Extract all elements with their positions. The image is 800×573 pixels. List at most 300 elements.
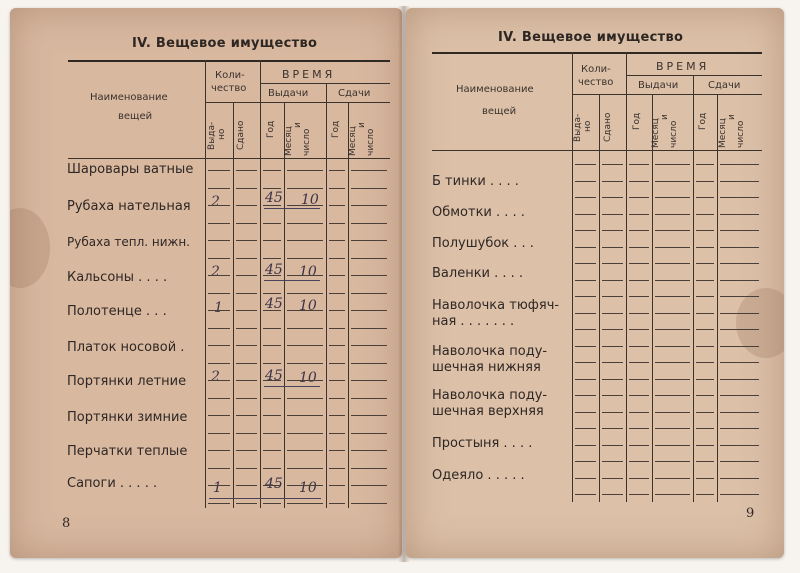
ruled-dash [351, 328, 387, 329]
rule [348, 102, 349, 508]
rule [693, 75, 694, 502]
ruled-dash [629, 181, 649, 182]
ruled-dash [575, 214, 596, 215]
ruled-dash [329, 433, 345, 434]
list-item: Простыня . . . . [432, 436, 533, 451]
ruled-dash [236, 433, 257, 434]
ruled-dash [720, 214, 759, 215]
column-header-and: и [660, 114, 670, 120]
ruled-dash [720, 445, 759, 446]
ruled-dash [208, 433, 230, 434]
ruled-dash [575, 461, 596, 462]
handwritten-qty: 1 [214, 300, 223, 316]
list-item-line2: шечная нижняя [432, 360, 541, 375]
ruled-dash [351, 468, 387, 469]
ruled-dash [720, 247, 759, 248]
column-header-time: ВРЕМЯ [656, 60, 710, 73]
list-item: Платок носовой . [67, 340, 185, 355]
ruled-dash [629, 428, 649, 429]
ruled-dash [720, 230, 759, 231]
ruled-dash [208, 398, 230, 399]
ruled-dash [208, 223, 230, 224]
ruled-dash [696, 445, 714, 446]
ruled-dash [287, 433, 323, 434]
ruled-dash [351, 275, 387, 276]
ruled-dash [575, 445, 596, 446]
ruled-dash [720, 197, 759, 198]
rule [572, 52, 573, 502]
ruled-dash [329, 485, 345, 486]
list-item: Рубаха тепл. нижн. [67, 235, 190, 249]
ruled-dash [351, 240, 387, 241]
ruled-dash [629, 263, 649, 264]
ruled-dash [329, 363, 345, 364]
ruled-dash [602, 428, 623, 429]
ruled-dash [655, 263, 690, 264]
ruled-dash [720, 461, 759, 462]
handwritten-day: 10 [301, 192, 319, 208]
ruled-dash [696, 197, 714, 198]
page-number: 8 [62, 516, 71, 531]
ruled-dash [696, 379, 714, 380]
ruled-dash [208, 205, 230, 206]
ruled-dash [655, 280, 690, 281]
ruled-dash [329, 328, 345, 329]
rule [264, 386, 320, 387]
ruled-dash [720, 362, 759, 363]
ruled-dash [602, 230, 623, 231]
ruled-dash [655, 181, 690, 182]
ruled-dash [602, 247, 623, 248]
ruled-dash [263, 188, 281, 189]
ruled-dash [329, 398, 345, 399]
ruled-dash [575, 296, 596, 297]
ruled-dash [629, 494, 649, 495]
ruled-dash [696, 280, 714, 281]
ruled-dash [263, 170, 281, 171]
ruled-dash [329, 310, 345, 311]
ruled-dash [720, 478, 759, 479]
column-header-qty: Коли- [581, 64, 611, 75]
list-item: Полотенце . . . [67, 304, 167, 319]
column-header-month: Месяц [651, 118, 661, 148]
ruled-dash [720, 280, 759, 281]
ruled-dash [655, 346, 690, 347]
ruled-dash [575, 478, 596, 479]
column-header-issue: Выдачи [638, 80, 679, 91]
ruled-dash [236, 188, 257, 189]
ruled-dash [351, 363, 387, 364]
list-item: Кальсоны . . . . [67, 270, 168, 285]
ruled-dash [602, 181, 623, 182]
ruled-dash [351, 205, 387, 206]
ruled-dash [575, 346, 596, 347]
ruled-dash [351, 293, 387, 294]
column-header-returned: Сдано [603, 112, 613, 142]
ruled-dash [329, 258, 345, 259]
page-title: IV. Вещевое имущество [132, 36, 318, 51]
ruled-dash [629, 247, 649, 248]
ruled-dash [208, 328, 230, 329]
ruled-dash [720, 313, 759, 314]
ruled-dash [696, 214, 714, 215]
ruled-dash [629, 329, 649, 330]
ruled-dash [236, 450, 257, 451]
ruled-dash [287, 258, 323, 259]
ruled-dash [329, 503, 345, 504]
ruled-dash [575, 247, 596, 248]
ruled-dash [575, 412, 596, 413]
ruled-dash [602, 379, 623, 380]
ruled-dash [351, 170, 387, 171]
ruled-dash [696, 247, 714, 248]
column-header-return: Сдачи [708, 80, 741, 91]
ruled-dash [602, 362, 623, 363]
ruled-dash [655, 445, 690, 446]
ruled-dash [236, 275, 257, 276]
ruled-dash [208, 450, 230, 451]
ruled-dash [351, 345, 387, 346]
list-item: Полушубок . . . [432, 236, 534, 251]
column-header-qty: Коли- [215, 70, 245, 81]
ruled-dash [287, 188, 323, 189]
ruled-dash [720, 329, 759, 330]
ruled-dash [236, 293, 257, 294]
ruled-dash [236, 328, 257, 329]
header-top-rule [432, 52, 762, 54]
list-item-line2: шечная верхняя [432, 404, 544, 419]
ruled-dash [329, 205, 345, 206]
ruled-dash [263, 328, 281, 329]
list-item: Наволочка поду- [432, 344, 548, 359]
ruled-dash [208, 485, 230, 486]
column-header-day: число [669, 120, 679, 148]
ruled-dash [263, 223, 281, 224]
ruled-dash [263, 293, 281, 294]
ruled-dash [329, 380, 345, 381]
ruled-dash [351, 258, 387, 259]
handwritten-qty: 2 [211, 194, 220, 210]
column-header-and: и [293, 122, 303, 128]
ruled-dash [329, 240, 345, 241]
ruled-dash [287, 450, 323, 451]
ruled-dash [629, 461, 649, 462]
ruled-dash [629, 296, 649, 297]
list-item-line2: ная . . . . . . . [432, 314, 515, 329]
ruled-dash [696, 478, 714, 479]
ruled-dash [575, 395, 596, 396]
ruled-dash [263, 345, 281, 346]
ruled-dash [208, 275, 230, 276]
ruled-dash [287, 170, 323, 171]
column-header-month-2: Месяц [348, 126, 358, 156]
ruled-dash [263, 398, 281, 399]
rule [260, 60, 261, 508]
ruled-dash [287, 223, 323, 224]
ruled-dash [208, 188, 230, 189]
column-header-name-2: вещей [118, 111, 153, 122]
ruled-dash [236, 485, 257, 486]
ruled-dash [575, 362, 596, 363]
handwritten-qty: 2 [211, 264, 220, 280]
ruled-dash [208, 503, 230, 504]
list-item: Сапоги . . . . . [67, 476, 158, 491]
ruled-dash [263, 310, 281, 311]
ruled-dash [236, 205, 257, 206]
ruled-dash [351, 450, 387, 451]
column-header-year-2: Год [331, 120, 341, 138]
ruled-dash [655, 428, 690, 429]
ruled-dash [263, 205, 281, 206]
ruled-dash [696, 329, 714, 330]
ruled-dash [329, 188, 345, 189]
ruled-dash [287, 503, 323, 504]
ruled-dash [236, 310, 257, 311]
column-header-and-2: и [727, 114, 737, 120]
ruled-dash [629, 412, 649, 413]
ruled-dash [287, 293, 323, 294]
column-header-month-2: Месяц [718, 118, 728, 148]
ruled-dash [575, 280, 596, 281]
ruled-dash [351, 415, 387, 416]
ruled-dash [655, 313, 690, 314]
ruled-dash [263, 258, 281, 259]
ruled-dash [629, 445, 649, 446]
ruled-dash [696, 461, 714, 462]
ruled-dash [720, 379, 759, 380]
ruled-dash [602, 329, 623, 330]
column-header-issued-2: но [583, 120, 593, 132]
list-item: Наволочка поду- [432, 388, 548, 403]
ruled-dash [208, 468, 230, 469]
rule [717, 94, 718, 502]
rule [326, 83, 327, 508]
ruled-dash [696, 362, 714, 363]
ruled-dash [287, 205, 323, 206]
ruled-dash [629, 346, 649, 347]
ruled-dash [287, 415, 323, 416]
column-header-name-2: вещей [482, 106, 517, 117]
ruled-dash [575, 230, 596, 231]
ruled-dash [287, 468, 323, 469]
ruled-dash [236, 380, 257, 381]
ruled-dash [329, 223, 345, 224]
ruled-dash [575, 313, 596, 314]
ruled-dash [208, 258, 230, 259]
ruled-dash [696, 296, 714, 297]
left-page [10, 8, 402, 558]
rule [626, 75, 762, 76]
ruled-dash [351, 380, 387, 381]
ruled-dash [629, 230, 649, 231]
list-item: Рубаха нательная [67, 199, 191, 214]
rule [209, 498, 321, 499]
rule [233, 102, 234, 508]
ruled-dash [655, 197, 690, 198]
ruled-dash [263, 433, 281, 434]
ruled-dash [287, 363, 323, 364]
ruled-dash [602, 280, 623, 281]
ruled-dash [208, 240, 230, 241]
list-item: Одеяло . . . . . [432, 468, 525, 483]
column-header-issue: Выдачи [268, 88, 309, 99]
column-header-month: Месяц [284, 126, 294, 156]
column-header-issued: Выда- [573, 113, 583, 142]
column-header-name: Наименование [456, 84, 534, 95]
rule [264, 208, 320, 209]
ruled-dash [208, 310, 230, 311]
right-page [406, 8, 784, 558]
rule [264, 280, 320, 281]
ruled-dash [236, 398, 257, 399]
ruled-dash [655, 395, 690, 396]
ruled-dash [351, 188, 387, 189]
rule [626, 52, 627, 502]
ruled-dash [720, 164, 759, 165]
ruled-dash [208, 345, 230, 346]
ruled-dash [602, 214, 623, 215]
column-header-qty-2: чество [578, 77, 614, 88]
ruled-dash [329, 450, 345, 451]
column-header-name: Наименование [90, 92, 168, 103]
ruled-dash [720, 395, 759, 396]
column-header-qty-2: чество [211, 83, 247, 94]
column-header-day: число [302, 128, 312, 156]
ruled-dash [602, 445, 623, 446]
ruled-dash [329, 468, 345, 469]
ruled-dash [629, 164, 649, 165]
ruled-dash [263, 240, 281, 241]
ruled-dash [629, 280, 649, 281]
ruled-dash [575, 428, 596, 429]
ruled-dash [720, 346, 759, 347]
ruled-dash [602, 478, 623, 479]
rule [260, 83, 390, 84]
ruled-dash [236, 223, 257, 224]
ruled-dash [575, 197, 596, 198]
ruled-dash [287, 310, 323, 311]
ruled-dash [287, 275, 323, 276]
ruled-dash [351, 503, 387, 504]
ruled-dash [720, 494, 759, 495]
ruled-dash [629, 395, 649, 396]
list-item: Б тинки . . . . [432, 174, 519, 189]
ruled-dash [655, 362, 690, 363]
ruled-dash [329, 170, 345, 171]
ruled-dash [696, 181, 714, 182]
list-item: Шаровары ватные [67, 162, 194, 177]
header-top-rule [68, 60, 390, 62]
ruled-dash [602, 164, 623, 165]
ruled-dash [629, 478, 649, 479]
ruled-dash [655, 247, 690, 248]
ruled-dash [696, 395, 714, 396]
ruled-dash [287, 398, 323, 399]
column-header-year-2: Год [698, 112, 708, 130]
ruled-dash [696, 346, 714, 347]
ruled-dash [720, 428, 759, 429]
ruled-dash [263, 485, 281, 486]
ruled-dash [208, 293, 230, 294]
ruled-dash [629, 362, 649, 363]
column-header-year: Год [632, 112, 642, 130]
ruled-dash [629, 214, 649, 215]
ruled-dash [655, 494, 690, 495]
ruled-dash [236, 258, 257, 259]
column-header-issued-2: но [217, 128, 227, 140]
ruled-dash [602, 412, 623, 413]
ruled-dash [655, 230, 690, 231]
ruled-dash [575, 164, 596, 165]
ruled-dash [236, 415, 257, 416]
ruled-dash [575, 263, 596, 264]
column-header-returned: Сдано [236, 120, 246, 150]
ruled-dash [720, 296, 759, 297]
ruled-dash [236, 240, 257, 241]
ruled-dash [287, 240, 323, 241]
handwritten-qty: 1 [213, 480, 222, 496]
ruled-dash [602, 296, 623, 297]
handwritten-day: 10 [299, 370, 317, 386]
ruled-dash [329, 293, 345, 294]
ruled-dash [655, 329, 690, 330]
column-header-return: Сдачи [338, 88, 371, 99]
ruled-dash [575, 494, 596, 495]
ruled-dash [263, 275, 281, 276]
ruled-dash [696, 412, 714, 413]
ruled-dash [602, 263, 623, 264]
rule [599, 94, 600, 502]
ruled-dash [720, 412, 759, 413]
ruled-dash [720, 263, 759, 264]
ruled-dash [575, 329, 596, 330]
ruled-dash [696, 164, 714, 165]
column-header-time: ВРЕМЯ [282, 68, 336, 81]
ruled-dash [351, 310, 387, 311]
ruled-dash [351, 223, 387, 224]
rule [284, 102, 285, 508]
ruled-dash [287, 345, 323, 346]
page-title: IV. Вещевое имущество [498, 30, 684, 45]
handwritten-day: 10 [299, 264, 317, 280]
handwritten-qty: 2 [211, 369, 220, 385]
handwritten-year: 45 [265, 368, 283, 384]
ruled-dash [655, 214, 690, 215]
ruled-dash [602, 494, 623, 495]
column-header-year: Год [266, 120, 276, 138]
ruled-dash [575, 379, 596, 380]
ruled-dash [655, 296, 690, 297]
column-header-day-2: число [736, 120, 746, 148]
ruled-dash [655, 461, 690, 462]
ruled-dash [602, 346, 623, 347]
paper-stain [736, 288, 784, 358]
ruled-dash [602, 197, 623, 198]
ruled-dash [696, 230, 714, 231]
ruled-dash [287, 380, 323, 381]
handwritten-day: 10 [299, 298, 317, 314]
ruled-dash [351, 485, 387, 486]
column-header-and-2: и [357, 122, 367, 128]
ruled-dash [655, 164, 690, 165]
ruled-dash [263, 363, 281, 364]
ruled-dash [263, 503, 281, 504]
list-item: Портянки летние [67, 374, 187, 389]
list-item: Портянки зимние [67, 410, 188, 425]
ruled-dash [351, 398, 387, 399]
list-item: Наволочка тюфяч- [432, 298, 560, 313]
ruled-dash [696, 428, 714, 429]
